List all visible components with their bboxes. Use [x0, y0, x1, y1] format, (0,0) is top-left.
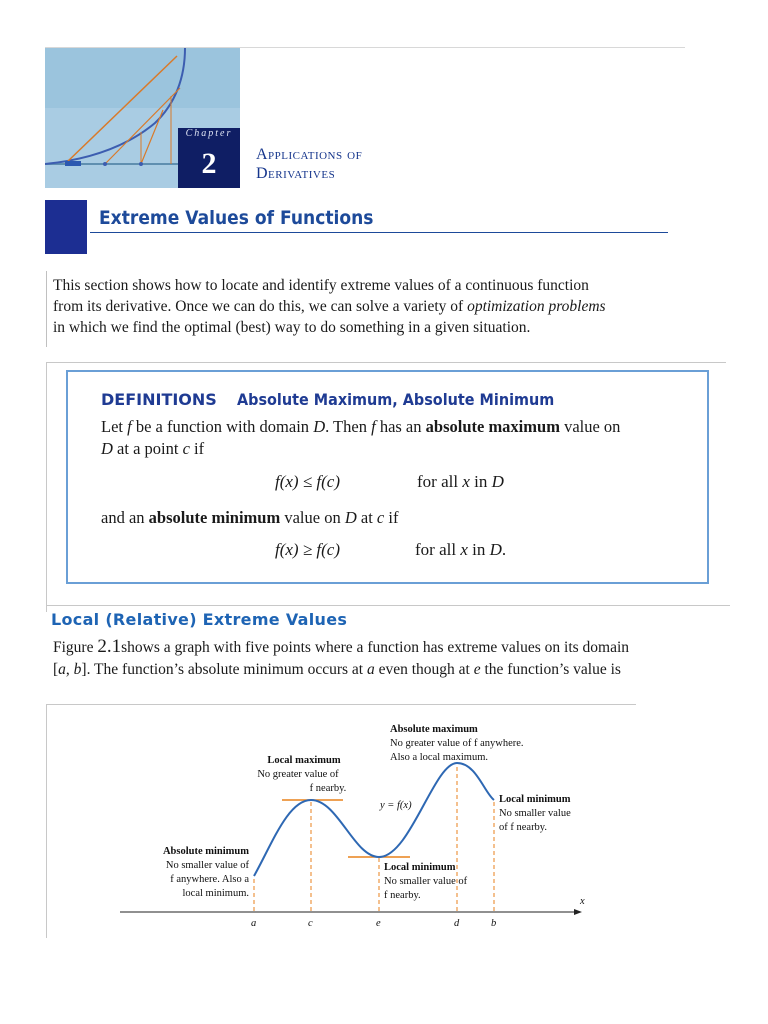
local-symbol: e	[473, 661, 481, 678]
local-line	[53, 636, 733, 659]
def-term: absolute maximum	[425, 417, 560, 436]
intro-line	[53, 296, 693, 317]
intro-text-run: from its derivative. Once we can do this, we can solve a variety of	[53, 298, 468, 315]
local-symbol: a	[58, 661, 66, 678]
local-text-run: shows a graph with five points where a function has extreme values on its domain	[121, 639, 630, 656]
local-min-mid-title: Local minimum	[384, 862, 456, 873]
abs-min-line2: f anywhere. Also a	[170, 874, 249, 885]
intro-paragraph	[53, 275, 693, 338]
def-term: absolute minimum	[148, 508, 281, 527]
x-axis-arrow-icon	[574, 909, 582, 915]
def-symbol: D	[313, 417, 326, 436]
abs-max-line1: No greater value of f anywhere.	[390, 738, 524, 749]
figure-reference: 2.1	[97, 636, 122, 657]
local-text-run: ]. The function’s absolute minimum occurs at	[81, 661, 367, 678]
formula-max-condition	[417, 472, 504, 492]
local-section-rule	[46, 605, 730, 606]
formula-min-condition	[415, 540, 506, 560]
def-text: for all	[417, 472, 463, 491]
def-text: value on	[280, 508, 345, 527]
local-text-run: ,	[65, 661, 74, 678]
definitions-label: DEFINITIONS	[101, 390, 217, 409]
local-max-line2: f nearby.	[309, 783, 347, 794]
definition-line-1	[101, 416, 701, 438]
def-symbol: x	[460, 540, 468, 559]
def-text: if	[384, 508, 399, 527]
local-text-run: [	[53, 661, 59, 678]
local-text-run: even though at	[374, 661, 474, 678]
section-rule	[90, 232, 668, 233]
def-symbol: D	[344, 508, 357, 527]
section-title: Extreme Values of Functions	[99, 207, 374, 229]
local-max-line1: No greater value of	[257, 769, 339, 780]
definitions-frame-top	[46, 362, 726, 363]
def-symbol: f	[127, 417, 132, 436]
def-text: at a point	[112, 439, 183, 458]
abs-min-line1: No smaller value of	[165, 860, 249, 871]
def-symbol: D	[101, 439, 113, 458]
intro-line: This section shows how to locate and identify extreme values of a continuous function	[53, 277, 589, 294]
def-text: in	[467, 540, 490, 559]
section-marker	[45, 200, 87, 254]
abs-min-title: Absolute minimum	[162, 846, 249, 857]
def-symbol: f	[371, 417, 376, 436]
tick-a: a	[251, 918, 257, 929]
def-text: . Then	[325, 417, 372, 436]
def-text: be a function with domain	[131, 417, 314, 436]
intro-margin-rule	[46, 271, 47, 347]
abs-max-title: Absolute maximum	[390, 724, 478, 735]
tick-e: e	[376, 918, 381, 929]
def-text: .	[501, 540, 507, 559]
local-min-mid-line2: f nearby.	[384, 890, 421, 901]
local-symbol: a	[366, 661, 375, 678]
def-text: and an	[101, 508, 149, 527]
local-min-right-line2: of f nearby.	[499, 822, 548, 833]
local-line	[53, 659, 733, 681]
def-symbol: c	[182, 439, 190, 458]
guide-lines	[254, 763, 494, 911]
chapter-title	[256, 145, 362, 183]
tick-c: c	[308, 918, 313, 929]
tick-b: b	[491, 918, 497, 929]
local-text-run: Figure	[53, 639, 98, 656]
local-section-title: Local (Relative) Extreme Values	[51, 610, 348, 629]
extreme-values-figure	[46, 704, 606, 944]
tick-d: d	[454, 918, 460, 929]
x-axis-label: x	[580, 896, 585, 907]
def-text: for all	[415, 540, 461, 559]
def-text: in	[469, 472, 492, 491]
definition-line-2	[101, 438, 204, 460]
def-symbol: c	[376, 508, 385, 527]
curve-label: y = f(x)	[380, 800, 412, 811]
formula-max: f(x) ≤ f(c)	[275, 472, 341, 491]
def-text: at	[356, 508, 377, 527]
chapter-title-line2: Derivatives	[256, 165, 336, 182]
definitions-heading: Absolute Maximum, Absolute Minimum	[237, 390, 555, 409]
intro-emphasis: optimization problems	[467, 298, 606, 315]
def-text: if	[189, 439, 205, 458]
definition-line-3	[101, 507, 398, 529]
intro-line: in which we find the optimal (best) way to do something in a given situation.	[53, 319, 531, 336]
abs-min-line3: local minimum.	[182, 888, 249, 899]
def-symbol: D	[489, 540, 502, 559]
chapter-number: 2	[201, 147, 217, 180]
definitions-frame-left	[46, 362, 47, 612]
def-text: value on	[559, 417, 621, 436]
local-paragraph	[53, 636, 733, 681]
local-min-right-title: Local minimum	[499, 794, 571, 805]
formula-min: f(x) ≥ f(c)	[275, 540, 341, 559]
abs-max-line2: Also a local maximum.	[390, 752, 488, 763]
def-symbol: x	[462, 472, 470, 491]
local-min-right-line1: No smaller value	[499, 808, 571, 819]
def-text: Let	[101, 417, 128, 436]
local-text-run: the function’s value is	[480, 661, 621, 678]
local-max-title: Local maximum	[267, 755, 341, 766]
chapter-word: Chapter	[185, 128, 233, 139]
chapter-title-line1: Applications of	[256, 146, 363, 163]
local-min-mid-line1: No smaller value of	[384, 876, 468, 887]
def-text: has an	[375, 417, 426, 436]
local-symbol: b	[73, 661, 82, 678]
def-symbol: D	[491, 472, 504, 491]
